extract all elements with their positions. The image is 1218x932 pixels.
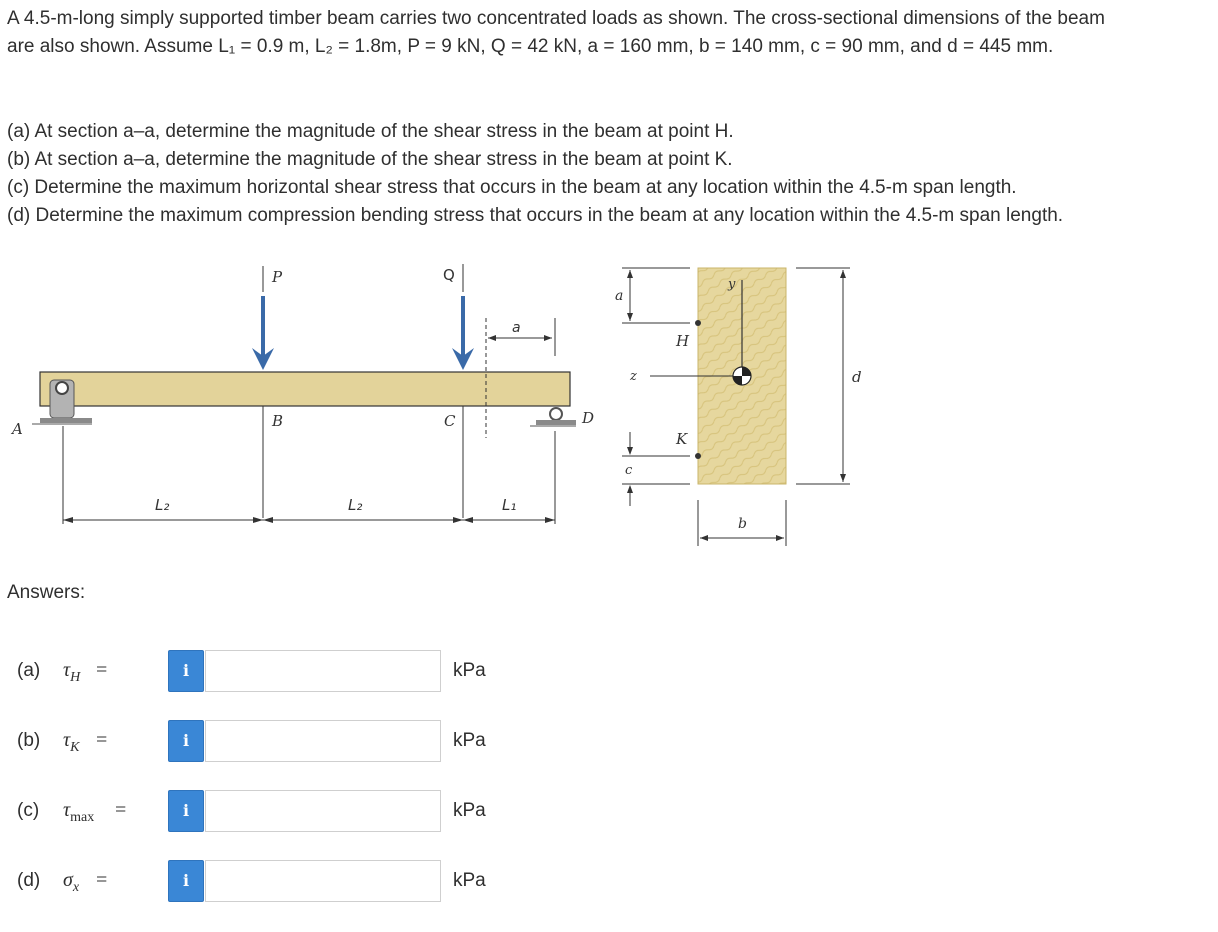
answer-row-c [0,790,600,834]
cs-a-label: a [615,288,624,304]
question-c: (c) Determine the maximum horizontal shear stress that occurs in the beam at any location within the 4.5-m span length. [7,177,1017,198]
info-icon[interactable]: i [168,720,204,762]
section-a-label: a [512,320,521,336]
answer-symbol: $\tau_H$ [63,659,81,685]
answers-label: Answers: [7,582,86,603]
answer-symbol: $\sigma_x$ [63,869,80,895]
cs-h-label: H [676,332,690,350]
beam-figure [0,256,1218,556]
answer-row-a [0,650,600,694]
equals-sign: = [96,659,108,681]
answer-row-b [0,720,600,764]
load-p-label: P [272,268,283,286]
cs-k-label: K [676,430,688,448]
roller-support-d [530,408,576,426]
info-icon[interactable]: i [168,650,204,692]
answer-input-tau-k[interactable] [205,720,441,762]
cs-z-label: z [630,369,637,384]
timber-beam [40,372,570,406]
problem-intro-line2: are also shown. Assume L₁ = 0.9 m, L₂ = 1.8m, P = 9 kN, Q = 42 kN, a = 160 mm, b = 140 mm, c = 90 mm, and d = 445 mm. [7,36,1054,57]
dim-l1: L₁ [502,496,517,514]
problem-intro [7,5,1212,61]
answer-input-sigma-x[interactable] [205,860,441,902]
answer-row-d [0,860,600,904]
unit-label: kPa [453,660,486,681]
answer-symbol: $\tau_K$ [63,729,80,755]
dim-l2-left: L₂ [155,496,170,514]
unit-label: kPa [453,800,486,821]
cs-d-label: d [852,368,862,386]
unit-label: kPa [453,730,486,751]
answer-part-label: (d) [17,870,41,891]
answer-part-label: (c) [17,800,40,821]
answer-input-tau-h[interactable] [205,650,441,692]
point-a-label: A [12,420,23,438]
problem-intro-line1: A 4.5-m-long simply supported timber beam carries two concentrated loads as shown. The cross-sectional dimensions of the beam [7,8,1105,29]
point-d-label: D [582,409,595,427]
answer-part-label: (a) [17,660,41,681]
equals-sign: = [96,729,108,751]
unit-label: kPa [453,870,486,891]
cross-section [615,268,862,546]
answer-part-label: (b) [17,730,41,751]
info-icon[interactable]: i [168,790,204,832]
answer-symbol: $\tau_{max}$ [63,799,95,825]
info-icon[interactable]: i [168,860,204,902]
load-q-arrow [452,264,474,370]
cs-y-label: y [728,277,736,292]
equals-sign: = [115,799,127,821]
cs-c-label: c [625,463,633,478]
point-c-label: C [444,412,456,430]
centroid-icon [733,367,751,385]
question-a: (a) At section a–a, determine the magnitude of the shear stress in the beam at point H. [7,121,734,142]
question-d: (d) Determine the maximum compression bending stress that occurs in the beam at any location within the 4.5-m span length. [7,205,1064,226]
load-q-label: Q [443,266,455,284]
point-b-label: B [272,412,284,430]
question-b: (b) At section a–a, determine the magnitude of the shear stress in the beam at point K. [7,149,733,170]
equals-sign: = [96,869,108,891]
dim-l2-mid: L₂ [348,496,363,514]
load-p-arrow [252,266,274,370]
cs-b-label: b [738,516,747,532]
answer-input-tau-max[interactable] [205,790,441,832]
